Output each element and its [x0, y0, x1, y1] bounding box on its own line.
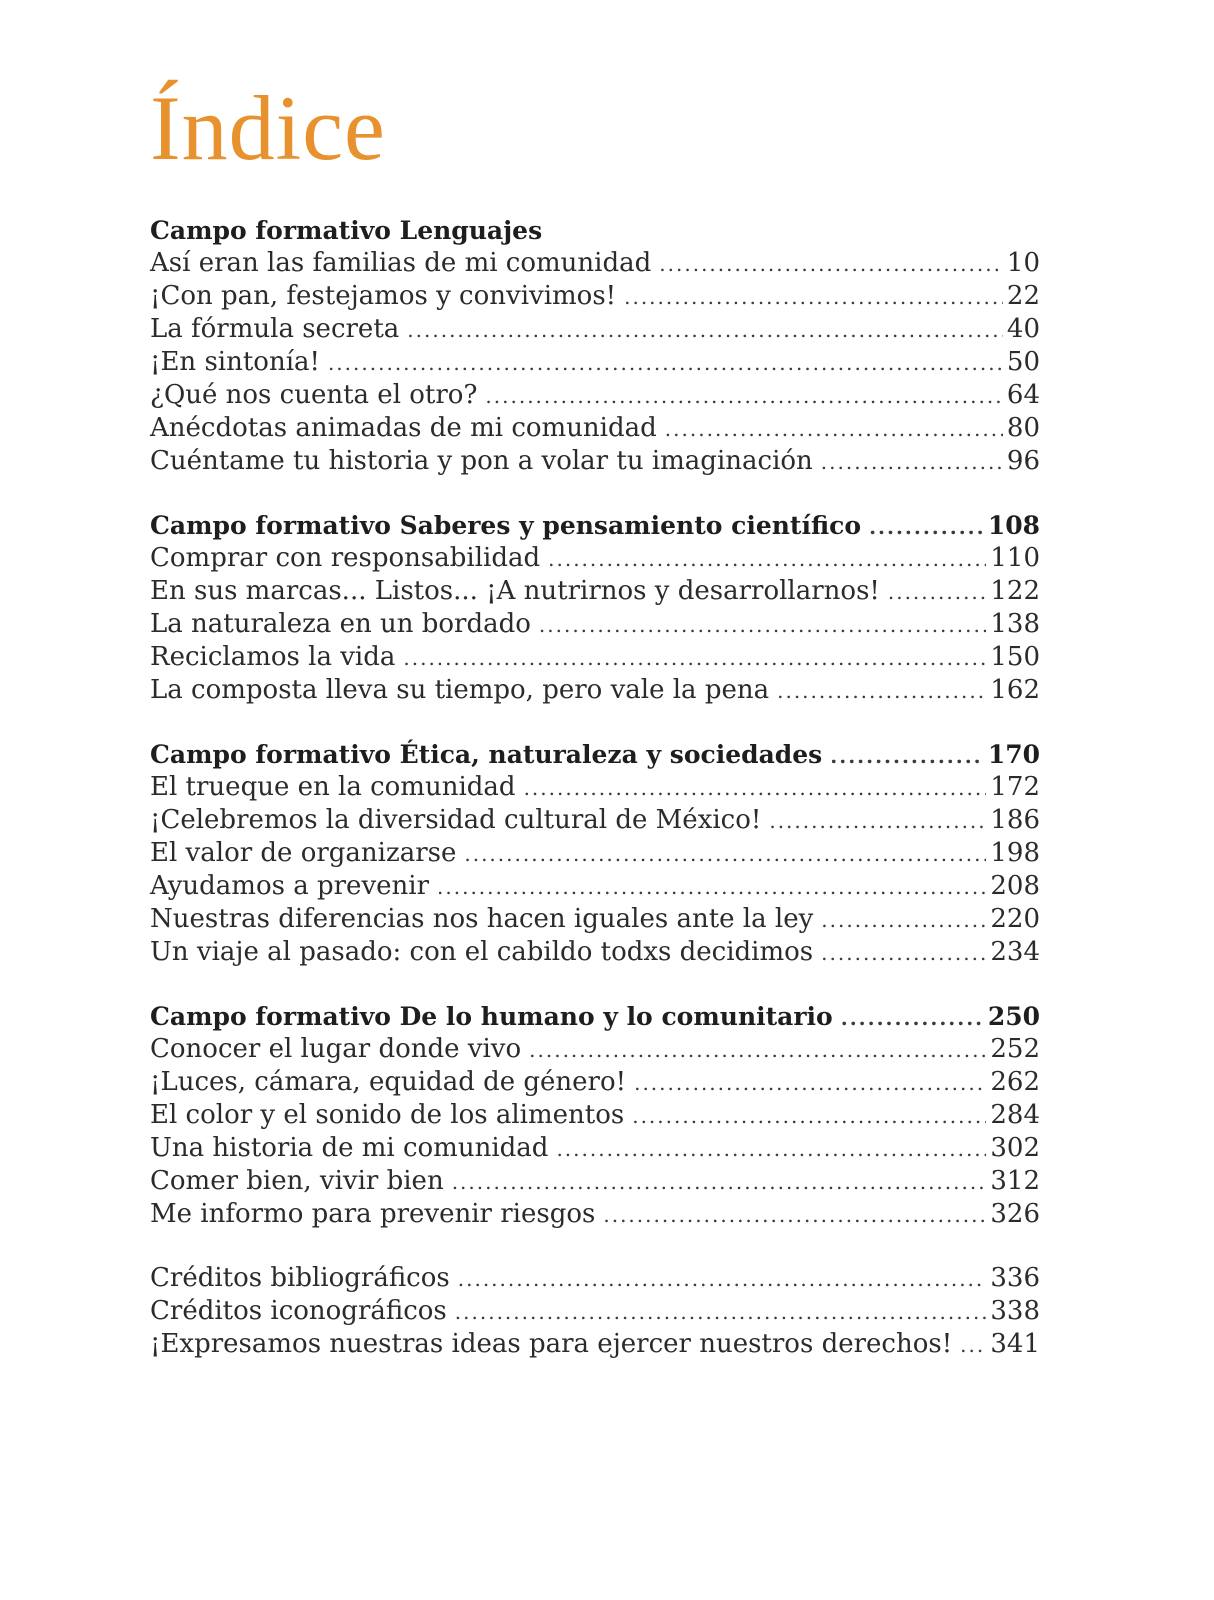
toc-entry-title: ¡Luces, cámara, equidad de género!: [150, 1067, 627, 1097]
dot-leader: [437, 871, 986, 904]
toc-entry-title: Así eran las familias de mi comunidad: [150, 248, 652, 278]
dot-leader: [624, 281, 1003, 314]
toc-section-saberes: [150, 509, 1040, 707]
toc-entry-page: 110: [990, 543, 1040, 573]
toc-entry-title: ¡Expresamos nuestras ideas para ejercer nuestros derechos!: [150, 1329, 953, 1359]
toc-entry[interactable]: [150, 412, 1040, 445]
dot-leader: [458, 1263, 987, 1296]
toc-entry-page: 162: [990, 675, 1040, 705]
toc-entry[interactable]: [150, 936, 1040, 969]
toc-entry[interactable]: [150, 445, 1040, 478]
toc-entry-page: 64: [1006, 380, 1040, 410]
toc-entry[interactable]: [150, 1295, 1040, 1328]
toc-entry-title: Ayudamos a prevenir: [150, 871, 430, 901]
toc-section-lenguajes: [150, 214, 1040, 478]
dot-leader: [821, 446, 1003, 479]
toc-entry-title: Comprar con responsabilidad: [150, 543, 541, 573]
toc-entry[interactable]: [150, 771, 1040, 804]
toc-entry-page: 234: [990, 937, 1040, 967]
toc-entry-title: La naturaleza en un bordado: [150, 609, 531, 639]
dot-leader: [455, 1296, 987, 1329]
section-heading-label: Campo formativo Lenguajes: [150, 216, 543, 245]
section-heading-label: Campo formativo Ética, naturaleza y sociedades: [150, 740, 823, 769]
toc-entry-title: ¡En sintonía!: [150, 347, 320, 377]
dot-leader: [960, 1329, 986, 1362]
dot-leader: [524, 772, 987, 805]
dot-leader: [769, 805, 986, 838]
toc-entry-page: 22: [1006, 281, 1040, 311]
toc-entry-page: 40: [1006, 314, 1040, 344]
dot-leader: [328, 347, 1003, 380]
toc-entry-title: Créditos iconográficos: [150, 1296, 447, 1326]
toc-entry[interactable]: [150, 346, 1040, 379]
toc-entry-title: Una historia de mi comunidad: [150, 1133, 549, 1163]
toc-entry[interactable]: [150, 379, 1040, 412]
toc-entry-page: 96: [1006, 446, 1040, 476]
dot-leader: [632, 1100, 986, 1133]
toc-entry-title: En sus marcas... Listos... ¡A nutrirnos y desarrollarnos!: [150, 576, 880, 606]
toc-entry-title: El color y el sonido de los alimentos: [150, 1100, 625, 1130]
toc-entry[interactable]: [150, 837, 1040, 870]
toc-entry-title: El trueque en la comunidad: [150, 772, 516, 802]
toc-entry[interactable]: [150, 280, 1040, 313]
section-heading[interactable]: [150, 1000, 1040, 1033]
dot-leader: [888, 576, 987, 609]
dot-leader: [665, 413, 1003, 446]
page-title: Índice: [150, 77, 386, 179]
dot-leader: [777, 675, 986, 708]
toc-entry-title: ¿Qué nos cuenta el otro?: [150, 380, 478, 410]
toc-entry[interactable]: [150, 641, 1040, 674]
toc-entry[interactable]: [150, 542, 1040, 575]
toc-entry-title: La fórmula secreta: [150, 314, 400, 344]
toc-entry-title: La composta lleva su tiempo, pero vale la pena: [150, 675, 770, 705]
toc-entry-page: 208: [990, 871, 1040, 901]
toc-entry-page: 172: [990, 772, 1040, 802]
toc-entry-page: 186: [990, 805, 1040, 835]
toc-entry-title: ¡Celebremos la diversidad cultural de México!: [150, 805, 762, 835]
toc-entry[interactable]: [150, 1066, 1040, 1099]
dot-leader: [485, 380, 1003, 413]
toc-entry-title: Conocer el lugar donde vivo: [150, 1034, 522, 1064]
dot-leader: [529, 1034, 986, 1067]
dot-leader: [464, 838, 986, 871]
toc-entry-page: 252: [990, 1034, 1040, 1064]
toc-entry-title: Reciclamos la vida: [150, 642, 396, 672]
toc-entry[interactable]: [150, 1328, 1040, 1361]
section-heading-page: 250: [987, 1002, 1040, 1031]
toc-entry-title: Anécdotas animadas de mi comunidad: [150, 413, 657, 443]
dot-leader: [556, 1133, 986, 1166]
toc-entry[interactable]: [150, 1165, 1040, 1198]
toc-entry[interactable]: [150, 1262, 1040, 1295]
dot-leader: [603, 1199, 986, 1232]
toc-entry[interactable]: [150, 870, 1040, 903]
toc-back-matter: [150, 1262, 1040, 1361]
toc-entry[interactable]: [150, 608, 1040, 641]
toc-entry-title: Un viaje al pasado: con el cabildo todxs decidimos: [150, 937, 814, 967]
toc-entry-page: 150: [990, 642, 1040, 672]
dot-leader: [841, 1002, 984, 1035]
toc-entry-title: El valor de organizarse: [150, 838, 457, 868]
toc-entry[interactable]: [150, 575, 1040, 608]
section-heading[interactable]: [150, 214, 1040, 247]
dot-leader: [830, 740, 984, 773]
toc-entry-title: Me informo para prevenir riesgos: [150, 1199, 596, 1229]
toc-entry-page: 262: [990, 1067, 1040, 1097]
section-heading[interactable]: [150, 509, 1040, 542]
section-heading-label: Campo formativo De lo humano y lo comunitario: [150, 1002, 833, 1031]
toc-entry-page: 312: [990, 1166, 1040, 1196]
toc-entry-page: 284: [990, 1100, 1040, 1130]
dot-leader: [821, 904, 986, 937]
toc-entry[interactable]: [150, 804, 1040, 837]
section-heading[interactable]: [150, 738, 1040, 771]
toc-section-etica: [150, 738, 1040, 969]
toc-entry-page: 302: [990, 1133, 1040, 1163]
toc-entry-page: 326: [990, 1199, 1040, 1229]
toc-section-humano: [150, 1000, 1040, 1231]
toc-entry[interactable]: [150, 313, 1040, 346]
toc-entry[interactable]: [150, 1033, 1040, 1066]
toc-entry-page: 341: [990, 1329, 1040, 1359]
toc-entry-page: 220: [990, 904, 1040, 934]
dot-leader: [634, 1067, 986, 1100]
toc-entry-title: ¡Con pan, festejamos y convivimos!: [150, 281, 617, 311]
table-of-contents: [150, 214, 1040, 1361]
dot-leader: [659, 248, 1003, 281]
toc-entry[interactable]: [150, 903, 1040, 936]
toc-entry-title: Comer bien, vivir bien: [150, 1166, 444, 1196]
dot-leader: [539, 609, 986, 642]
toc-entry-page: 50: [1006, 347, 1040, 377]
toc-entry-title: Nuestras diferencias nos hacen iguales ante la ley: [150, 904, 814, 934]
toc-entry-page: 80: [1006, 413, 1040, 443]
toc-entry-page: 198: [990, 838, 1040, 868]
section-heading-page: 170: [987, 740, 1040, 769]
toc-entry-title: Créditos bibliográficos: [150, 1263, 450, 1293]
toc-entry-page: 336: [990, 1263, 1040, 1293]
toc-entry-page: 338: [990, 1296, 1040, 1326]
dot-leader: [821, 937, 986, 970]
dot-leader: [407, 314, 1003, 347]
dot-leader: [403, 642, 986, 675]
toc-entry[interactable]: [150, 247, 1040, 280]
section-heading-page: 108: [987, 511, 1040, 540]
toc-entry-page: 10: [1006, 248, 1040, 278]
toc-entry[interactable]: [150, 1132, 1040, 1165]
section-heading-label: Campo formativo Saberes y pensamiento científico: [150, 511, 862, 540]
dot-leader: [869, 511, 984, 544]
toc-entry-title: Cuéntame tu historia y pon a volar tu imaginación: [150, 446, 813, 476]
toc-entry[interactable]: [150, 1198, 1040, 1231]
dot-leader: [452, 1166, 987, 1199]
toc-entry[interactable]: [150, 1099, 1040, 1132]
dot-leader: [548, 543, 986, 576]
toc-entry-page: 122: [990, 576, 1040, 606]
toc-entry[interactable]: [150, 674, 1040, 707]
toc-entry-page: 138: [990, 609, 1040, 639]
